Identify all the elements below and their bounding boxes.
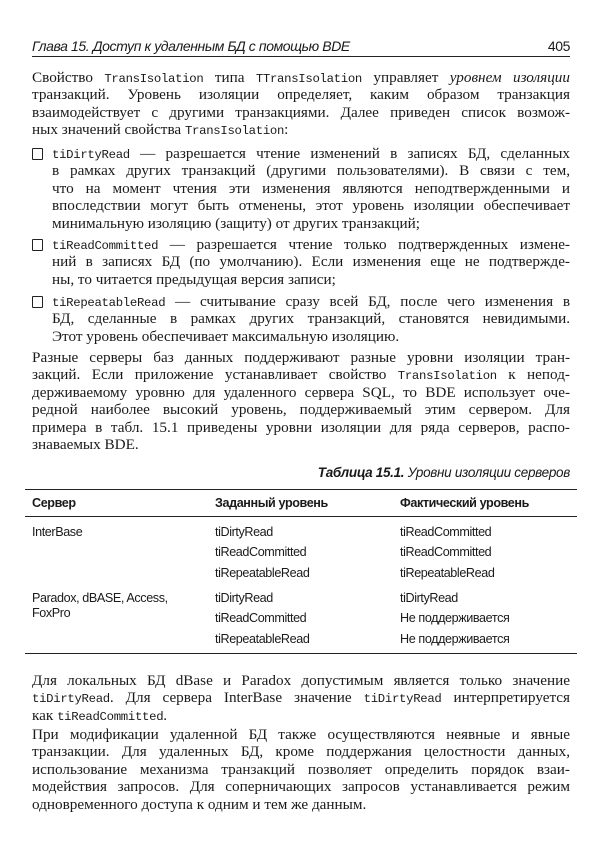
text-line <box>52 253 570 270</box>
table-caption-text: Уровни изоляции серверов <box>404 465 570 480</box>
text-line <box>52 145 570 162</box>
text-run: : <box>284 121 289 139</box>
code-identifier: TTransIsolation <box>255 72 363 86</box>
text-run: одновременного доступа к одним и тем же данным. <box>32 795 367 813</box>
server-name: Paradox, dBASE, Access, FoxPro <box>32 591 168 620</box>
text-run: держиваемому уровню для удаленного сервера SQL, то BDE использует оче- <box>32 383 570 401</box>
text-line <box>52 271 570 288</box>
table-row <box>25 588 577 650</box>
text-run: минимальную изоляцию (защиту) от других транзакций; <box>52 214 420 232</box>
bullet-text <box>52 293 570 345</box>
actual-level-value: tiDirtyRead <box>400 591 458 605</box>
text-run: транзакций. Уровень изоляции определяет, каким образом транзакция <box>32 86 570 104</box>
text-line <box>32 86 570 103</box>
table-row <box>25 522 577 584</box>
text-line <box>32 121 570 138</box>
actual-level-value: tiReadCommitted <box>400 545 492 560</box>
text-run: редной наиболее высокий уровень, поддерживаемый этим сервером. Для <box>32 401 570 419</box>
bullet-text <box>52 145 570 232</box>
text-run: Этот уровень обеспечивает максимальную изоляцию. <box>52 327 400 345</box>
text-line <box>32 419 570 436</box>
text-line <box>52 180 570 197</box>
text-line <box>32 349 570 366</box>
set-level-value: tiReadCommitted <box>215 611 307 626</box>
text-line <box>32 707 570 724</box>
set-level-value: tiRepeatableRead <box>215 565 310 580</box>
text-line <box>32 69 570 86</box>
table-caption-number: Таблица 15.1. <box>317 465 405 480</box>
isolation-levels-table <box>25 489 577 654</box>
running-header <box>32 36 570 57</box>
text-run: управляет <box>362 69 450 86</box>
text-run: интерпретируется <box>441 689 571 707</box>
text-run: к непод- <box>496 366 570 384</box>
checkbox-bullet-icon <box>32 296 43 308</box>
text-run: БД, сделанные в рамках других транзакций, становятся невидимыми. <box>52 310 570 328</box>
text-run: транзакции. Для удаленных БД, кроме поддержания целостности данных, <box>32 743 570 761</box>
page-number: 405 <box>547 38 570 54</box>
table-header-row <box>25 490 577 516</box>
bullet-item-dirty-read <box>32 145 570 232</box>
text-line <box>32 796 570 813</box>
paragraph-intro <box>32 69 570 139</box>
text-run: закций. Если приложение устанавливает свойство <box>32 366 398 384</box>
column-header-set-level: Заданный уровень <box>215 496 328 510</box>
actual-level-value: Не поддерживается <box>400 631 510 646</box>
text-run: знаваемых BDE. <box>32 435 139 453</box>
text-run: впоследствии могут быть отменены, этот уровень изоляции обеспечивает <box>52 197 570 215</box>
text-line <box>32 104 570 121</box>
checkbox-bullet-icon <box>32 239 43 251</box>
set-level-column <box>215 522 309 583</box>
paragraph-servers <box>32 349 570 453</box>
text-run: использование механизма транзакций позволяет определить порядок взаи- <box>32 760 570 778</box>
text-run: . Для сервера InterBase значение <box>109 689 364 707</box>
text-run: Свойство <box>32 69 105 86</box>
actual-level-value: tiReadCommitted <box>400 525 492 539</box>
code-identifier: tiReadCommitted <box>52 239 159 253</box>
text-line <box>52 328 570 345</box>
column-header-server: Сервер <box>32 496 76 510</box>
text-line <box>32 743 570 760</box>
table-caption <box>318 465 570 481</box>
set-level-value: tiReadCommitted <box>215 545 307 560</box>
code-identifier: tiDirtyRead <box>52 148 130 162</box>
code-identifier: TransIsolation <box>397 369 497 384</box>
table-bottom-rule <box>25 653 577 654</box>
table-header-rule <box>25 516 577 517</box>
text-run: в рамках других транзакций (другими пользователями). В связи с тем, <box>52 162 570 180</box>
column-header-actual-level: Фактический уровень <box>400 496 529 510</box>
bullet-text <box>52 236 570 288</box>
chapter-title: Глава 15. Доступ к удаленным БД с помощью BDE <box>32 38 350 54</box>
text-run: что на момент чтения эти изменения являются неподтвержденными и <box>52 179 570 197</box>
code-identifier: tiReadCommitted <box>57 709 164 724</box>
actual-level-value: Не поддерживается <box>400 611 510 626</box>
set-level-column <box>215 588 309 649</box>
code-identifier: tiDirtyRead <box>363 692 442 707</box>
text-line <box>32 366 570 383</box>
text-line <box>52 197 570 214</box>
text-line <box>52 293 570 310</box>
code-identifier: TransIsolation <box>184 124 285 139</box>
text-line <box>32 384 570 401</box>
text-line <box>32 761 570 778</box>
server-name: InterBase <box>32 525 83 539</box>
actual-level-column <box>400 588 509 649</box>
text-run: примера в табл. 15.1 приведены уровни изоляции для ряда серверов, распо- <box>32 418 570 436</box>
text-line <box>32 726 570 743</box>
set-level-value: tiDirtyRead <box>215 525 273 539</box>
text-run: взаимодействует с другими транзакциями. Далее приведен список возмож- <box>32 103 570 121</box>
text-line <box>52 162 570 179</box>
text-run: При модификации удаленной БД также осуществляются неявные и явные <box>32 726 570 743</box>
text-line <box>52 215 570 232</box>
text-run: ний в записях БД (по умолчанию). Если изменения еще не подтвержде- <box>52 253 570 271</box>
code-identifier: tiRepeatableRead <box>52 296 166 310</box>
bullet-item-repeatable-read <box>32 293 570 345</box>
paragraph-local-db <box>32 672 570 724</box>
checkbox-bullet-icon <box>32 148 43 160</box>
text-run: Разные серверы баз данных поддерживают разные уровни изоляции тран- <box>32 349 570 366</box>
text-line <box>32 401 570 418</box>
set-level-value: tiDirtyRead <box>215 591 273 605</box>
actual-level-value: tiRepeatableRead <box>400 565 495 580</box>
bullet-item-read-committed <box>32 236 570 288</box>
text-run: ны, то читается предыдущая версия записи; <box>52 270 336 288</box>
text-line <box>32 672 570 689</box>
text-line <box>52 310 570 327</box>
text-run: — считывание сразу всей БД, после чего изменения в <box>165 293 570 310</box>
text-line <box>32 778 570 795</box>
paragraph-modification <box>32 726 570 813</box>
text-run: — разрешается чтение изменений в записях БД, сделанных <box>129 145 570 162</box>
text-run: . <box>163 706 168 724</box>
text-run: типа <box>203 69 256 86</box>
text-line <box>52 236 570 253</box>
text-line <box>32 436 570 453</box>
code-identifier: TransIsolation <box>104 72 204 86</box>
text-run: ных значений свойства <box>32 121 185 139</box>
actual-level-column <box>400 522 494 583</box>
text-line <box>32 689 570 706</box>
emphasis-text: уровнем изоляции <box>449 69 570 86</box>
code-identifier: tiDirtyRead <box>32 692 110 707</box>
text-run: Для локальных БД dBase и Paradox допустимым является только значение <box>32 672 570 689</box>
text-run: как <box>32 706 58 724</box>
set-level-value: tiRepeatableRead <box>215 631 310 646</box>
text-run: — разрешается чтение только подтвержденных измене- <box>158 236 570 253</box>
text-run: модействия запросов. Для соперничающих запросов устанавливается режим <box>32 778 570 796</box>
